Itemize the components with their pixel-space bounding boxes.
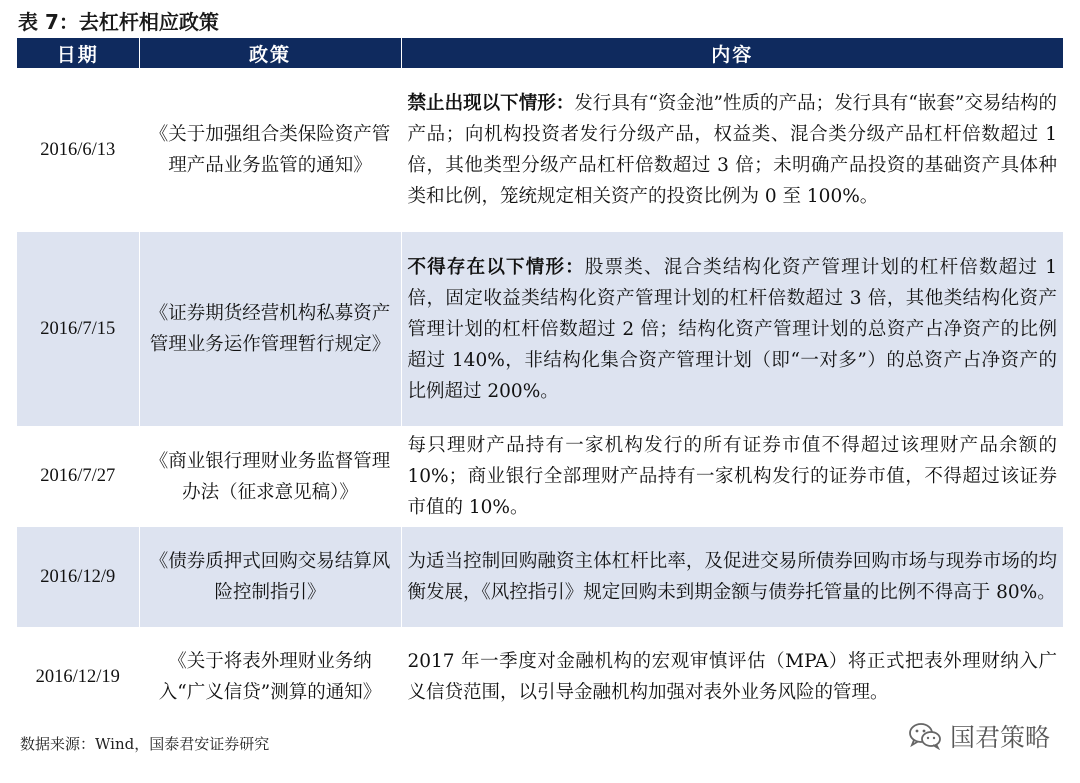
row-content bbox=[401, 232, 1063, 426]
row-date: 2016/7/27 bbox=[17, 426, 139, 527]
row-content-lead: 不得存在以下情形： bbox=[407, 256, 585, 278]
row-content: 2017 年一季度对金融机构的宏观审慎评估（MPA）将正式把表外理财纳入广义信贷范围，以引导金融机构加强对表外业务风险的管理。 bbox=[407, 651, 1057, 703]
table-row bbox=[17, 426, 1063, 527]
table-row bbox=[17, 68, 1063, 232]
table-row bbox=[17, 627, 1063, 727]
row-content-text: 发行具有“资金池”性质的产品；发行具有“嵌套”交易结构的产品；向机构投资者发行分级产品，权益类、混合类分级产品杠杆倍数超过 1 倍，其他类型分级产品杠杆倍数超过 3 倍；未明确产品投资的基础资产具体种类和比例，笼统规定相关资产的投资比例为 0 至 100%。 bbox=[407, 93, 1057, 207]
data-source-note: 数据来源：Wind，国泰君安证券研究 bbox=[20, 735, 270, 753]
row-date: 2016/7/15 bbox=[17, 232, 139, 426]
row-policy: 《债券质押式回购交易结算风险控制指引》 bbox=[139, 527, 401, 627]
row-date: 2016/12/19 bbox=[17, 627, 139, 727]
row-policy: 《证券期货经营机构私募资产管理业务运作管理暂行规定》 bbox=[139, 232, 401, 426]
row-content bbox=[401, 68, 1063, 232]
row-policy: 《关于加强组合类保险资产管理产品业务监管的通知》 bbox=[139, 68, 401, 232]
row-date: 2016/12/9 bbox=[17, 527, 139, 627]
header-content: 内容 bbox=[401, 38, 1063, 68]
header-policy: 政策 bbox=[139, 38, 401, 68]
watermark-text: 国君策略 bbox=[949, 723, 1050, 752]
wechat-icon bbox=[908, 722, 942, 750]
policy-table bbox=[17, 38, 1063, 727]
row-date: 2016/6/13 bbox=[17, 68, 139, 232]
row-policy: 《关于将表外理财业务纳入“广义信贷”测算的通知》 bbox=[139, 627, 401, 727]
header-date: 日期 bbox=[17, 38, 139, 68]
table-row bbox=[17, 527, 1063, 627]
watermark bbox=[908, 718, 1050, 754]
table-header-row bbox=[17, 38, 1063, 68]
row-content: 为适当控制回购融资主体杠杆比率，及促进交易所债券回购市场与现券市场的均衡发展，《风控指引》规定回购未到期金额与债券托管量的比例不得高于 80%。 bbox=[401, 527, 1063, 627]
row-content-lead: 禁止出现以下情形： bbox=[407, 93, 575, 114]
row-content: 每只理财产品持有一家机构发行的所有证券市值不得超过该理财产品余额的 10%；商业银行全部理财产品持有一家机构发行的证券市值，不得超过该证券市值的 10%。 bbox=[407, 435, 1057, 518]
row-content-text: 股票类、混合类结构化资产管理计划的杠杆倍数超过 1 倍，固定收益类结构化资产管理计划的杠杆倍数超过 3 倍，其他类结构化资产管理计划的杠杆倍数超过 2 倍；结构化资产管理计划的总资产占净资产的比例超过 140%，非结构化集合资产管理计划（即“一对多”）的总资产占净资产的比例超过 200%。 bbox=[407, 256, 1057, 402]
table-title: 表 7：去杠杆相应政策 bbox=[18, 10, 219, 34]
table-row bbox=[17, 232, 1063, 426]
row-policy: 《商业银行理财业务监督管理办法（征求意见稿）》 bbox=[139, 426, 401, 527]
